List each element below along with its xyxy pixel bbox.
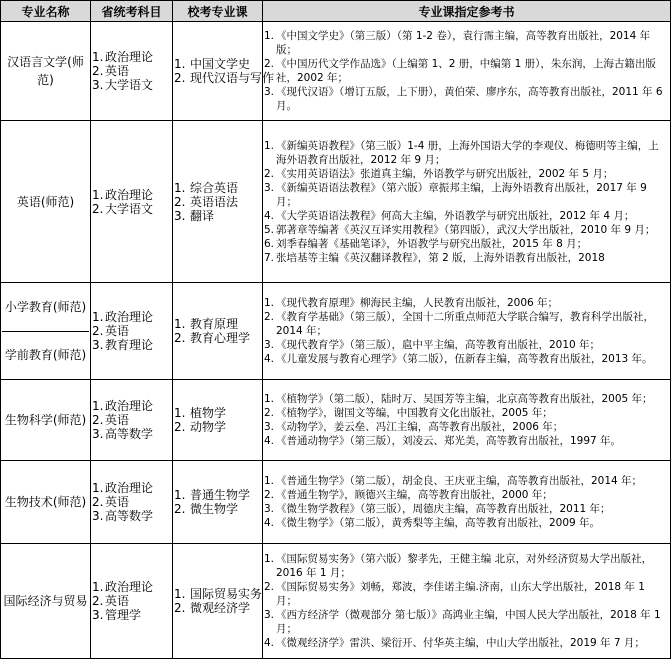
course-item: 1. 中国文学史 — [174, 57, 251, 71]
major-name-text: 生物科学(师范) — [4, 413, 87, 427]
course-item: 2. 微观经济学 — [174, 601, 251, 615]
subject-item: 3. 高等数学 — [92, 427, 154, 441]
courses-cell — [173, 22, 275, 121]
table-row — [1, 544, 671, 659]
reference-item: 4. 《大学英语语法教程》何高大主编，外语教学与研究出版社，2012 年 4 月； — [264, 209, 635, 222]
reference-item: 1. 《植物学》（第二版），陆时万、吴国芳等主编，北京高等教育出版社，2005 年； — [264, 393, 653, 405]
course-item: 1. 普通生物学 — [174, 488, 251, 502]
subject-item: 1. 政治理论 — [92, 310, 154, 324]
subjects-cell — [91, 22, 173, 121]
subjects-cell — [91, 121, 173, 283]
course-item: 1. 综合英语 — [174, 180, 239, 195]
subject-item: 2. 英语 — [92, 594, 130, 608]
references-cell — [263, 22, 671, 121]
subjects-cell — [91, 544, 173, 659]
reference-item: 1. 《现代教育原理》柳海民主编，人民教育出版社，2006 年； — [264, 297, 559, 309]
subject-item: 2. 英语 — [92, 495, 130, 509]
reference-item: 7. 张培基等主编《英汉翻译教程》，第 2 版，上海外语教育出版社，2018 — [264, 251, 605, 264]
reference-item: 4. 《儿童发展与教育心理学》（第二版），伍新春主编，高等教育出版社，2013 年。 — [264, 353, 653, 365]
reference-item: 5. 郭著章等编著《英汉互译实用教程》（第四版），武汉大学出版社，2010 年 9 月； — [264, 223, 656, 236]
reference-item: 3. 《动物学》，姜云垒、冯江主编，高等教育出版社，2006 年； — [264, 421, 564, 433]
course-item: 2. 微生物学 — [174, 502, 239, 516]
courses-cell — [173, 283, 263, 380]
course-item: 1. 教育原理 — [174, 317, 239, 331]
table-row — [1, 461, 671, 544]
major-name-text: 汉语言文学(师范) — [7, 55, 84, 87]
course-item: 1. 国际贸易实务 — [174, 587, 263, 601]
reference-item: 3. 《新编英语语法教程》（第六版）章振邦主编，上海外语教育出版社，2017 年 9 月； — [264, 181, 647, 208]
subject-item: 3. 高等数学 — [92, 509, 154, 523]
subject-item: 1. 政治理论 — [92, 50, 154, 64]
major-name — [1, 544, 91, 659]
subject-item: 1. 政治理论 — [92, 580, 154, 594]
table-row — [1, 380, 671, 461]
course-item: 2. 英语语法 — [174, 194, 239, 209]
major-name-text: 学前教育(师范) — [2, 331, 89, 380]
subject-item: 3. 大学语文 — [92, 78, 154, 92]
reference-item: 6. 刘季春编著《基础笔译》，外语教学与研究出版社，2015 年 8 月； — [264, 237, 588, 250]
subjects-cell — [91, 380, 173, 461]
major-name — [1, 283, 91, 380]
reference-item: 1. 《国际贸易实务》（第六版）黎孝先，王健主编 北京，对外经济贸易大学出版社，2016 年 1 月； — [264, 553, 653, 579]
table-row — [1, 22, 671, 121]
reference-item: 4. 《微生物学》（第二版），黄秀梨等主编，高等教育出版社，2009 年。 — [264, 517, 601, 529]
courses-cell — [173, 461, 263, 544]
courses-cell — [173, 380, 263, 461]
major-name-text: 国际经济与贸易 — [3, 594, 88, 608]
courses-cell — [173, 121, 263, 283]
major-name-text: 小学教育(师范) — [4, 299, 87, 314]
reference-item: 3. 《现代汉语》（增订五版，上下册），黄伯荣、廖序东，高等教育出版社，2011 年 6 月。 — [264, 86, 663, 112]
table-row — [1, 283, 671, 380]
header-references: 专业课指定参考书 — [263, 1, 671, 22]
reference-item: 2. 《中国历代文学作品选》（上编第 1、2 册，中编第 1 册），朱东润，上海古籍出版社，2002 年； — [264, 58, 656, 84]
references-cell — [263, 121, 671, 283]
subject-item: 2. 英语 — [92, 413, 130, 427]
subject-item: 1. 政治理论 — [92, 187, 154, 202]
major-name — [1, 22, 91, 121]
reference-item: 1. 《新编英语教程》（第三版）1-4 册，上海外国语大学的李观仪、梅德明等主编，上海外语教育出版社，2012 年 9 月； — [264, 139, 659, 166]
reference-item: 2. 《教育学基础》（第三版），全国十二所重点师范大学联合编写，教育科学出版社，2014 年； — [264, 311, 654, 337]
course-item: 2. 教育心理学 — [174, 331, 251, 345]
table-row — [1, 121, 671, 283]
major-name-text: 英语(师范) — [16, 194, 75, 209]
reference-item: 4. 《普通动物学》（第三版），刘凌云、郑光美，高等教育出版社，1997 年。 — [264, 435, 622, 447]
reference-item: 2. 《植物学》，谢国文等编，中国教育文化出版社，2005 年； — [264, 407, 553, 419]
major-name — [1, 121, 91, 283]
reference-item: 1. 《普通生物学》（第二版），胡金良、王庆亚主编，高等教育出版社，2014 年； — [264, 475, 643, 487]
references-cell — [263, 380, 671, 461]
course-item: 1. 植物学 — [174, 406, 227, 420]
subject-item: 1. 政治理论 — [92, 399, 154, 413]
references-cell — [263, 461, 671, 544]
subject-item: 2. 英语 — [92, 324, 130, 338]
subject-item: 1. 政治理论 — [92, 481, 154, 495]
subject-item: 3. 教育理论 — [92, 338, 154, 352]
subject-item: 2. 英语 — [92, 64, 130, 78]
reference-item: 2. 《国际贸易实务》刘畅，郑波，李佳诺主编.济南，山东大学出版社，2018 年 1 月； — [264, 581, 645, 607]
header-courses: 校考专业课 — [173, 1, 263, 22]
header-subjects: 省统考科目 — [91, 1, 173, 22]
header-row — [1, 1, 671, 22]
major-name-text: 生物技术(师范) — [4, 495, 87, 509]
courses-cell — [173, 544, 263, 659]
reference-item: 1. 《中国文学史》（第三版）（第 1-2 卷），袁行霈主编，高等教育出版社，2014 年版； — [264, 30, 651, 56]
course-item: 3. 翻译 — [174, 208, 215, 223]
reference-item: 3. 《现代教育学》（第三版），扈中平主编，高等教育出版社，2010 年； — [264, 339, 601, 351]
reference-item: 4. 《微观经济学》雷洪、梁衍开、付华英主编，中山大学出版社，2019 年 7 月； — [264, 637, 645, 649]
reference-item: 3. 《微生物学教程》（第三版），周德庆主编，高等教育出版社，2011 年； — [264, 503, 611, 515]
subject-item: 2. 大学语文 — [92, 201, 154, 216]
subjects-cell — [91, 283, 173, 380]
subjects-cell — [91, 461, 173, 544]
references-cell — [263, 544, 671, 659]
header-major: 专业名称 — [1, 1, 91, 22]
reference-item: 2. 《普通生物学》，顾德兴主编，高等教育出版社，2000 年； — [264, 489, 553, 501]
major-name — [1, 380, 91, 461]
reference-item: 3. 《西方经济学（微观部分 第七版）》高鸿业主编，中国人民大学出版社，2018 年 1 月； — [264, 609, 661, 635]
reference-item: 2. 《实用英语语法》张道真主编，外语教学与研究出版社，2002 年 5 月； — [264, 167, 614, 180]
references-cell — [263, 283, 671, 380]
subject-item: 3. 管理学 — [92, 608, 142, 622]
course-item: 2. 动物学 — [174, 420, 227, 434]
course-item: 2. 现代汉语与写作 — [174, 71, 275, 85]
major-name — [1, 461, 91, 544]
